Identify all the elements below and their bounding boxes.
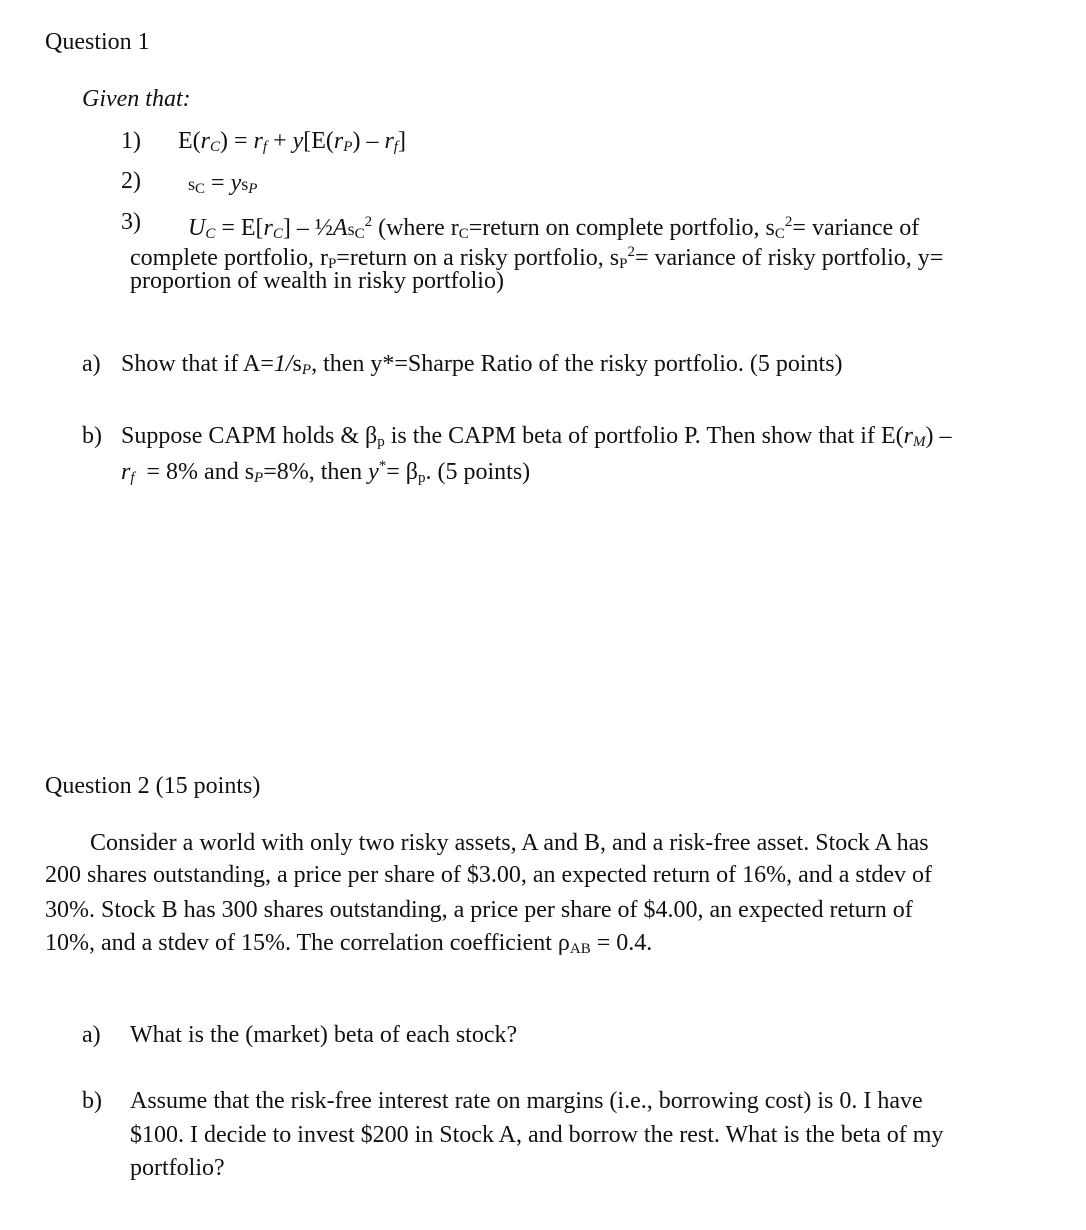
- equation-2: $s_C = ys_P$: [188, 170, 258, 197]
- equation-1-number: 1): [121, 128, 141, 154]
- q2-part-b-line-1: Assume that the risk-free interest rate on margins (i.e., borrowing cost) is 0. I have: [130, 1088, 923, 1114]
- q2-part-b-label: b): [82, 1088, 102, 1114]
- equation-3-line-2: complete portfolio, $r_P=return$ on a risky portfolio, $s_P^2=$ variance of risky portfolio, y=: [130, 244, 944, 272]
- q2-intro-line-2: 200 shares outstanding, a price per share of $3.00, an expected return of 16%, and a stdev of: [45, 862, 933, 888]
- q1-part-b-label: b): [82, 423, 102, 449]
- q1-part-a-text: Show that if $A=1/s_P$, then y*=Sharpe Ratio of the risky portfolio. (5 points): [121, 351, 843, 378]
- equation-3-number: 3): [121, 209, 141, 235]
- equation-1: $E(r_C) = r_f + y[E(r_P) - r_f]$: [178, 128, 406, 155]
- q2-part-a-label: a): [82, 1022, 101, 1048]
- question-1-title: Question 1: [45, 29, 150, 55]
- q2-part-b-line-2: $100. I decide to invest $200 in Stock A, and borrow the rest. What is the beta of my: [130, 1122, 944, 1148]
- q2-intro-line-1: Consider a world with only two risky assets, A and B, and a risk-free asset. Stock A has: [90, 830, 929, 856]
- q2-intro-line-4: 10%, and a stdev of 15%. The correlation coefficient $\rho_{AB} = 0.4$.: [45, 930, 653, 957]
- given-that-label: Given that:: [82, 86, 191, 112]
- question-2-title: Question 2 (15 points): [45, 773, 261, 799]
- equation-3-line-1: $U_C = E[r_C]$ – $\frac{1}{2}As_C^2$ (where $r_C=return$ on complete portfolio, $s_C^2=$ variance of: [188, 214, 920, 242]
- equation-2-number: 2): [121, 168, 141, 194]
- q2-part-b-line-3: portfolio?: [130, 1155, 225, 1181]
- q2-part-a-text: What is the (market) beta of each stock?: [130, 1022, 518, 1048]
- q1-part-b-line-1: Suppose CAPM holds & $\beta_p$ is the CAPM beta of portfolio P. Then show that if $E(r_M)$ –: [121, 423, 952, 450]
- q2-intro-line-3: 30%. Stock B has 300 shares outstanding, a price per share of $4.00, an expected return of: [45, 897, 913, 923]
- q1-part-b-line-2: $r_f = 8\%$ and $s_P=8\%$, then $y^*= \beta_p$. (5 points): [121, 458, 531, 486]
- q1-part-a-label: a): [82, 351, 101, 377]
- equation-3-line-3: proportion of wealth in risky portfolio): [130, 268, 504, 294]
